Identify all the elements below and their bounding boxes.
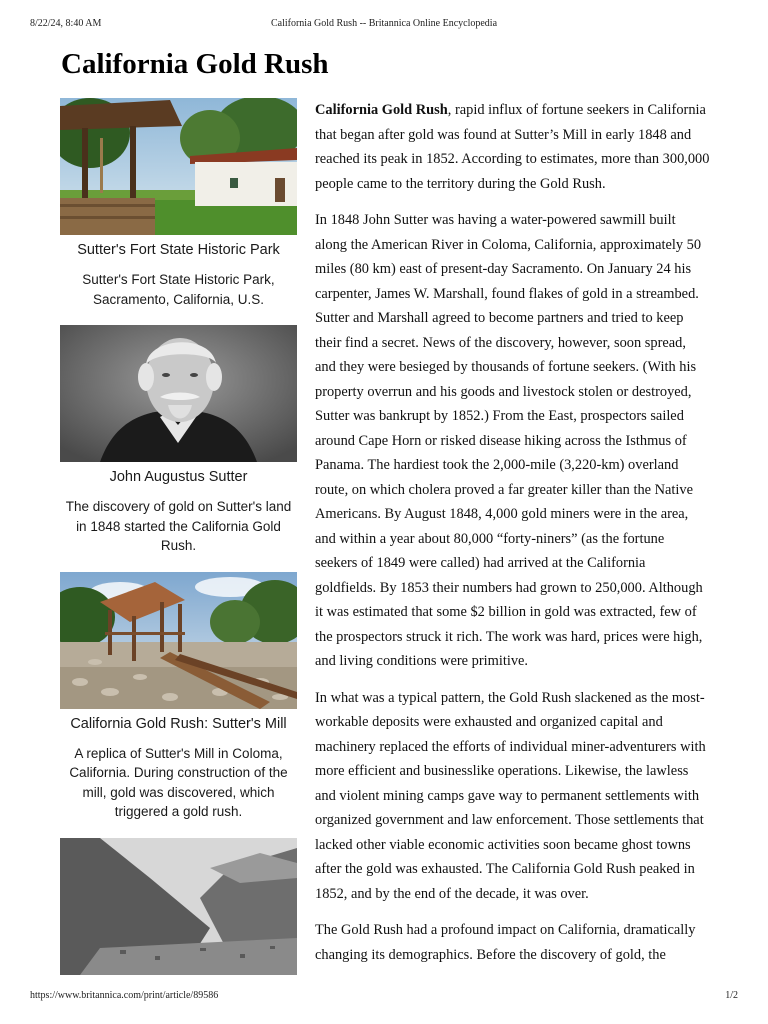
figure-sutters-fort	[60, 98, 297, 309]
print-url: https://www.britannica.com/print/article/89586	[30, 990, 219, 1001]
figure-sidebar	[60, 98, 297, 975]
body-paragraph: In 1848 John Sutter was having a water-powered sawmill built along the American River in Coloma, California, approximately 50 miles (80 km) east of present-day Sacramento. On January 24 his carpenter, James W. Marshall, found flakes of gold in a streambed. Sutter and Marshall agreed to become partners and tried to keep their find a secret. News of the discovery, however, soon spread, and they were besieged by thousands of fortune seekers. (With his property overrun and his goods and livestock stolen or destroyed, Sutter was bankrupt by 1852.) From the East, prospectors sailed around Cape Horn or risked disease hiking across the Isthmus of Panama. The hardiest took the 2,000-mile (3,220-km) overland route, on which cholera proved a far greater killer than the Native Americans. By August 1848, 4,000 gold miners were in the area, and within a year about 80,000 “forty-niners” (as the fortune seekers of 1849 were called) had arrived at the California goldfields. By 1853 their numbers had grown to 250,000. Although it was estimated that some $2 billion in gold was extracted, few of the prospectors struck it rich. The work was hard, prices were high, and living conditions were primitive.	[315, 212, 703, 669]
mining-valley-photo[interactable]	[60, 838, 297, 975]
figure-caption: A replica of Sutter's Mill in Coloma, California. During construction of the mill, gold was discovered, which triggered a gold rush.	[69, 745, 288, 819]
figure-john-sutter	[60, 325, 297, 556]
page-number: 1/2	[725, 990, 738, 1001]
sutters-fort-photo[interactable]	[60, 98, 297, 235]
figure-sutters-mill	[60, 572, 297, 822]
john-sutter-portrait[interactable]	[60, 325, 297, 462]
print-footer	[30, 990, 738, 1004]
body-paragraph: In what was a typical pattern, the Gold Rush slackened as the most-workable deposits were exhausted and organized capital and machinery replaced the efforts of individual miner-adventurers with more efficient and businesslike operations. Likewise, the lawless and violent mining camps gave way to permanent settlements with organized government and law enforcement. Those settlements that lacked other viable economic activities soon became ghost towns after the gold was exhausted. The California Gold Rush peaked in 1852, and by the end of the decade, it was over.	[315, 689, 706, 902]
figure-caption: The discovery of gold on Sutter's land in 1848 started the California Gold Rush.	[65, 499, 292, 553]
print-datetime: 8/22/24, 8:40 AM	[30, 18, 102, 29]
intro-term: California Gold Rush	[315, 102, 448, 118]
article-title: California Gold Rush	[61, 48, 329, 80]
figure-title: Sutter's Fort State Historic Park	[77, 242, 280, 258]
intro-paragraph	[315, 98, 710, 196]
intro-text: , rapid influx of fortune seekers in California that began after gold was found at Sutter’s Mill in early 1848 and reached its peak in 1852. According to estimates, more than 300,000 people came to the territory during the Gold Rush.	[315, 102, 710, 192]
body-paragraph: The Gold Rush had a profound impact on California, dramatically changing its demographics. Before the discovery of gold, the	[315, 922, 696, 963]
sutters-mill-replica-photo[interactable]	[60, 572, 297, 709]
figure-mining-valley	[60, 838, 297, 975]
figure-caption: Sutter's Fort State Historic Park, Sacramento, California, U.S.	[82, 272, 275, 307]
article-body	[315, 98, 710, 979]
figure-title: John Augustus Sutter	[109, 469, 248, 485]
print-page-title: California Gold Rush -- Britannica Online Encyclopedia	[270, 18, 498, 29]
figure-title: California Gold Rush: Sutter's Mill	[70, 715, 287, 732]
print-header	[30, 18, 738, 32]
